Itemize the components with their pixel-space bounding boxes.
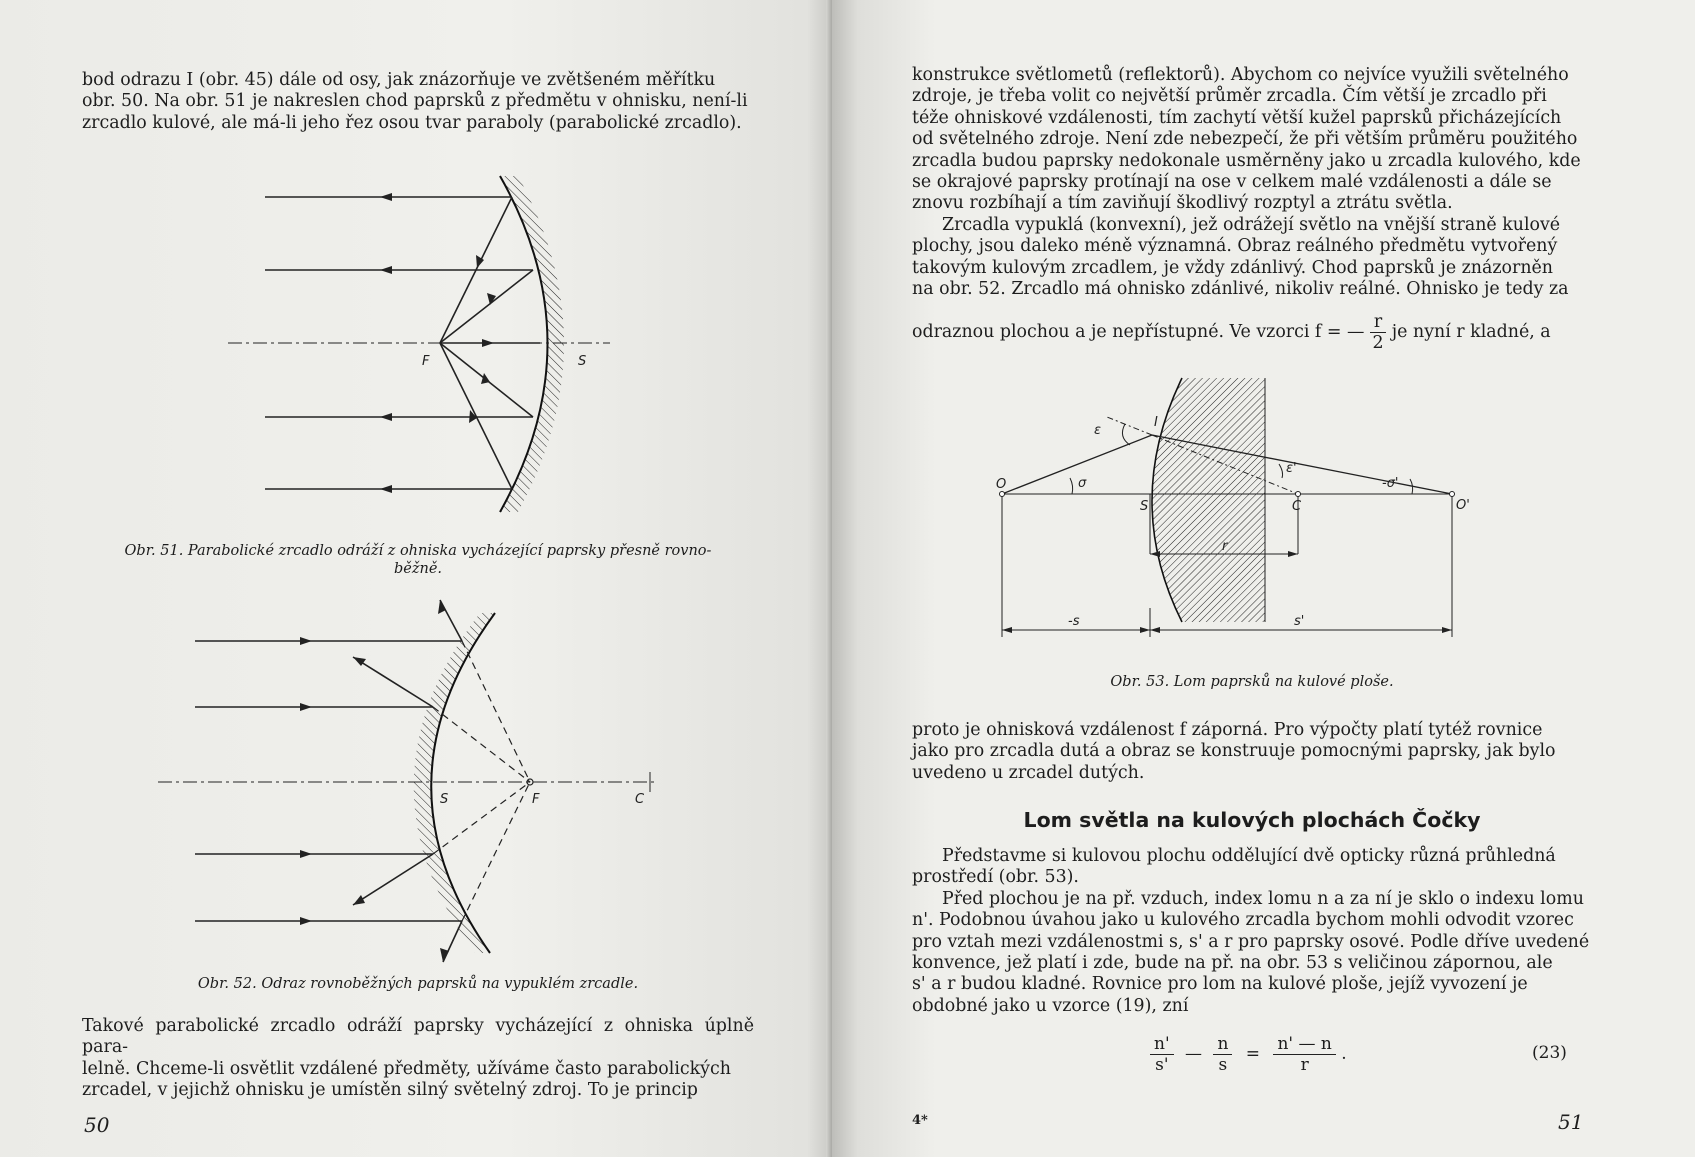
fraction-numerator: n' — n (1273, 1034, 1335, 1055)
image-label-O-prime: O' (1456, 498, 1470, 513)
text-line: obr. 50. Na obr. 51 je nakreslen chod paprsků z předmětu v ohnisku, není-li (82, 91, 748, 112)
text-line: obdobné jako u vzorce (19), zní (912, 995, 1189, 1016)
right-paragraphs-4-5 (912, 846, 1592, 1017)
page-number-left: 50 (84, 1113, 110, 1137)
text-line: bod odrazu I (obr. 45) dále od osy, jak znázorňuje ve zvětšeném měřítku (82, 70, 716, 90)
right-paragraph-3 (912, 720, 1592, 784)
fraction-r-over-2 (1370, 312, 1386, 353)
focus-label-F: F (532, 792, 540, 807)
right-page (832, 0, 1695, 1157)
ray (440, 343, 512, 489)
equation-23 (1150, 1034, 1347, 1075)
fraction-n-prime-over-s-prime (1150, 1034, 1174, 1075)
left-page (0, 0, 832, 1157)
text-line: prostředí (obr. 53). (912, 867, 1079, 888)
ray (440, 270, 533, 343)
fraction-numerator: n' (1150, 1034, 1174, 1055)
center-label-C: C (635, 792, 645, 807)
text-line: od světelného zdroje. Není zde nebezpečí, že při větším průměru použitého (912, 129, 1578, 150)
text-line: se okrajové paprsky protínají na ose v celkem malé vzdálenosti a dále se (912, 172, 1552, 193)
incidence-point-label-I: I (1154, 415, 1158, 430)
object-label-O: O (996, 477, 1007, 492)
signature-mark: 4* (912, 1113, 928, 1128)
text-line: lelně. Chceme-li osvětlit vzdálené předměty, užíváme často parabolických (82, 1058, 731, 1079)
angle-label-epsilon-prime: ε' (1286, 461, 1297, 476)
left-paragraph-bottom (82, 1016, 754, 1102)
text-line: n'. Podobnou úvahou jako u kulového zrcadla bychom mohli odvodit vzorec (912, 910, 1574, 931)
left-paragraph-top (82, 70, 754, 134)
equation-number: (23) (1532, 1043, 1567, 1063)
text-line: s' a r budou kladné. Rovnice pro lom na kulové ploše, jejíž vyvození je (912, 974, 1528, 995)
text-line: zdroje, je třeba volit co největší průměr zrcadla. Čím větší je zrcadlo při (912, 86, 1547, 107)
text-line: Zrcadla vypuklá (konvexní), jež odrážejí světlo na vnější straně kulové (942, 214, 1561, 235)
text-line: zrcadlo kulové, ale má-li jeho řez osou tvar paraboly (parabolické zrcadlo). (82, 112, 742, 133)
text-line: konvence, jež platí i zde, bude na př. na obr. 53 s veličinou zápornou, ale (912, 953, 1553, 974)
distance-label-neg-s: -s (1068, 614, 1080, 629)
text-line: Takové parabolické zrcadlo odráží paprsky vycházející z ohniska úplně para- (82, 1016, 754, 1058)
vertex-label-S: S (440, 792, 449, 807)
normal-extension (1107, 417, 1152, 435)
glass-hatching (1152, 378, 1265, 622)
figure-52-caption: Obr. 52. Odraz rovnoběžných paprsků na vypuklém zrcadle. (197, 976, 639, 992)
figure-53-refraction (982, 372, 1542, 647)
fraction-numerator: n (1213, 1034, 1232, 1055)
focus-label-F: F (422, 354, 430, 369)
formula-text-after: je nyní r kladné, a (1391, 322, 1551, 342)
text-line: jako pro zrcadla dutá a obraz se konstruuje pomocnými paprsky, jak bylo (912, 741, 1556, 762)
formula-text-before: odraznou plochou a je nepřístupné. Ve vzorci f = — (912, 322, 1365, 342)
figure-52-convex-mirror (150, 595, 670, 970)
text-line: znovu rozbíhají a tím zaviňují škodlivý rozptyl a ztrátu světla. (912, 193, 1453, 214)
fraction-denominator: s (1218, 1055, 1228, 1075)
fraction-denominator: 2 (1372, 333, 1384, 353)
distance-label-s-prime: s' (1294, 614, 1305, 629)
text-line: zrcadla budou paprsky nedokonale usměrněny jako u zrcadla kulového, kde (912, 150, 1581, 171)
figure-51-caption (82, 542, 754, 578)
fraction-denominator: r (1300, 1055, 1309, 1075)
angle-label-neg-sigma-prime: -σ' (1382, 476, 1399, 491)
angle-label-epsilon: ε (1094, 423, 1102, 438)
equals-sign: = (1245, 1044, 1261, 1064)
text-line: téže ohniskové vzdálenosti, tím zachytí větší kužel paprsků přicházejících (912, 107, 1562, 128)
fraction-n-over-s (1213, 1034, 1232, 1075)
radius-label-r: r (1222, 539, 1228, 554)
minus-sign: — (1185, 1044, 1203, 1064)
text-line: na obr. 52. Zrcadlo má ohnisko zdánlivé, nikoliv reálné. Ohnisko je tedy za (912, 279, 1569, 300)
formula-line (912, 312, 1592, 353)
text-line: Představme si kulovou plochu oddělující dvě opticky různá průhledná (942, 846, 1556, 866)
equation-period: . (1341, 1044, 1347, 1064)
figure-53-caption: Obr. 53. Lom paprsků na kulové ploše. (1110, 674, 1394, 690)
page-number-right: 51 (1558, 1110, 1584, 1134)
vertex-label-S: S (578, 354, 587, 369)
right-paragraph-1 (912, 65, 1592, 300)
fraction-numerator: r (1370, 312, 1386, 333)
fraction-denominator: s' (1155, 1055, 1169, 1075)
text-line: konstrukce světlometů (reflektorů). Abychom co nejvíce využili světelného (912, 65, 1569, 85)
convex-mirror-surface (431, 613, 495, 953)
text-line: pro vztah mezi vzdálenostmi s, s' a r pro paprsky osové. Podle dříve uvedené (912, 931, 1590, 952)
text-line: plochy, jsou daleko méně významná. Obraz reálného předmětu vytvořený (912, 236, 1558, 257)
section-heading: Lom světla na kulových plochách Čočky (1023, 808, 1481, 832)
figure-51-parabolic-mirror (200, 160, 640, 530)
text-line: proto je ohnisková vzdálenost f záporná. Pro výpočty platí tytéž rovnice (912, 720, 1543, 740)
angle-label-sigma: σ (1078, 476, 1087, 491)
text-line: uvedeno u zrcadel dutých. (912, 762, 1145, 783)
caption-line: běžně. (393, 561, 443, 577)
incident-ray (1002, 435, 1152, 494)
caption-line: Obr. 51. Parabolické zrcadlo odráží z ohniska vycházející paprsky přesně rovno- (124, 543, 712, 559)
mirror-hatching (414, 613, 495, 953)
center-label-C: C (1292, 499, 1302, 514)
vertex-label-S: S (1140, 499, 1149, 514)
fraction-n-prime-minus-n-over-r (1273, 1034, 1335, 1075)
text-line: takovým kulovým zrcadlem, je vždy zdánlivý. Chod paprsků je znázorněn (912, 257, 1554, 278)
mirror-hatching (500, 176, 564, 512)
text-line: zrcadel, v jejichž ohnisku je umístěn silný světelný zdroj. To je princip (82, 1080, 698, 1101)
text-line: Před plochou je na př. vzduch, index lomu n a za ní je sklo o indexu lomu (942, 888, 1584, 909)
